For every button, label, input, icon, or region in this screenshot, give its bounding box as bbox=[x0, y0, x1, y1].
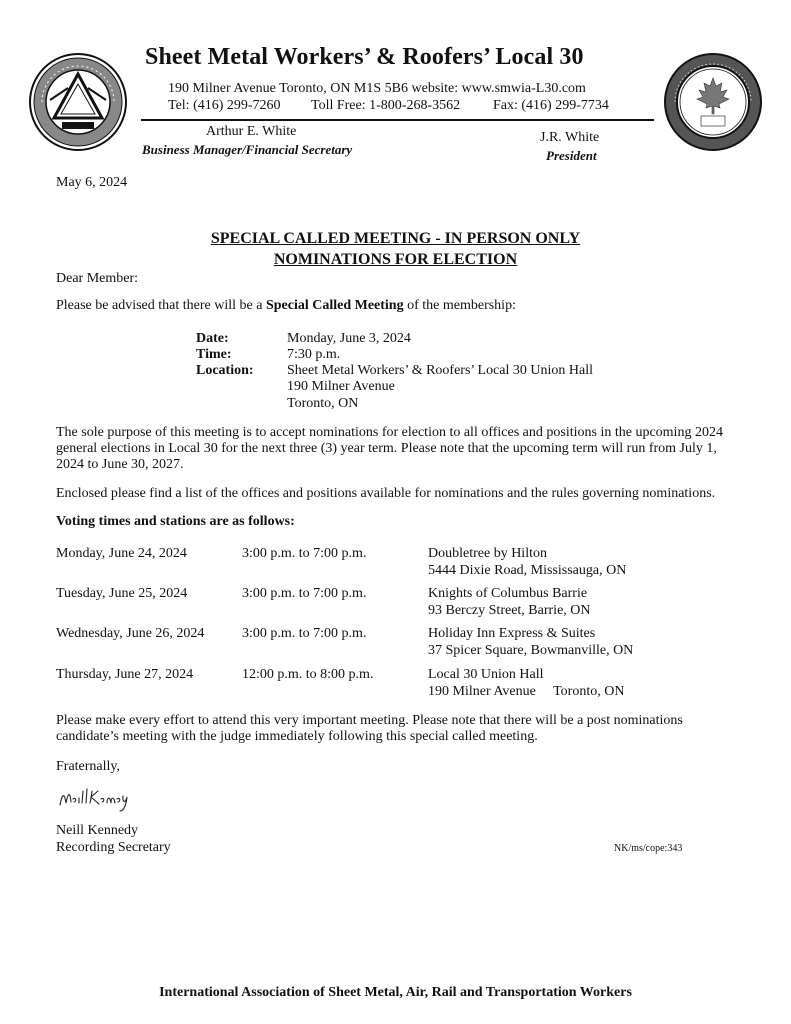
letter-date: May 6, 2024 bbox=[56, 175, 128, 190]
voting-hours: 12:00 p.m. to 8:00 p.m. bbox=[242, 667, 374, 682]
union-contact bbox=[168, 98, 609, 114]
footer-association: International Association of Sheet Metal, Air, Rail and Transportation Workers bbox=[159, 985, 632, 1000]
purpose-line: general elections in Local 30 for the next three (3) year term. Please note that the upcoming term will run from July 1, bbox=[56, 441, 717, 456]
intro-text-before: Please be advised that there will be a bbox=[56, 298, 266, 313]
intro-paragraph bbox=[56, 298, 516, 314]
voting-place: Local 30 Union Hall bbox=[428, 667, 544, 682]
voting-place: Doubletree by Hilton bbox=[428, 546, 547, 561]
intro-text-bold: Special Called Meeting bbox=[265, 298, 404, 313]
union-name: Sheet Metal Workers’ & Roofers’ Local 30 bbox=[145, 44, 584, 70]
time-label: Time: bbox=[196, 347, 232, 362]
location-line: Sheet Metal Workers’ & Roofers’ Local 30 Union Hall bbox=[287, 363, 594, 378]
voting-hours: 3:00 p.m. to 7:00 p.m. bbox=[242, 586, 367, 601]
union-address: 190 Milner Avenue Toronto, ON M1S 5B6 website: www.smwia-L30.com bbox=[168, 81, 586, 96]
purpose-line: 2024 to June 30, 2027. bbox=[56, 457, 184, 472]
handwritten-signature bbox=[58, 785, 142, 813]
voting-address: 190 Milner Avenue Toronto, ON bbox=[428, 684, 625, 699]
location-line: 190 Milner Avenue bbox=[287, 379, 395, 394]
manager-title: Business Manager/Financial Secretary bbox=[142, 142, 353, 157]
voting-day: Wednesday, June 26, 2024 bbox=[56, 626, 205, 641]
voting-address: 5444 Dixie Road, Mississauga, ON bbox=[428, 563, 627, 578]
president-name: J.R. White bbox=[540, 130, 600, 145]
signer-title: Recording Secretary bbox=[56, 840, 171, 855]
closing-line: Please make every effort to attend this very important meeting. Please note that there will be a post nominations bbox=[56, 713, 683, 728]
intro-text-after: of the membership: bbox=[403, 298, 516, 313]
fax: Fax: (416) 299-7734 bbox=[493, 98, 609, 113]
date-value: Monday, June 3, 2024 bbox=[287, 331, 411, 346]
enclosed-paragraph: Enclosed please find a list of the offices and positions available for nominations and the rules governing nominations. bbox=[56, 486, 716, 501]
international-association-seal bbox=[663, 52, 763, 152]
location-line: Toronto, ON bbox=[287, 396, 359, 411]
voting-heading: Voting times and stations are as follows: bbox=[56, 514, 295, 529]
voting-day: Thursday, June 27, 2024 bbox=[56, 667, 194, 682]
tel: Tel: (416) 299-7260 bbox=[168, 98, 281, 113]
president-title: President bbox=[546, 148, 597, 163]
local-30-logo bbox=[28, 52, 128, 152]
time-value: 7:30 p.m. bbox=[287, 347, 341, 362]
voting-day: Monday, June 24, 2024 bbox=[56, 546, 187, 561]
voting-hours: 3:00 p.m. to 7:00 p.m. bbox=[242, 546, 367, 561]
voting-address: 37 Spicer Square, Bowmanville, ON bbox=[428, 643, 634, 658]
title-line-2: NOMINATIONS FOR ELECTION bbox=[273, 251, 518, 268]
date-label: Date: bbox=[196, 331, 229, 346]
title-line-1: SPECIAL CALLED MEETING - IN PERSON ONLY bbox=[210, 230, 581, 247]
voting-place: Knights of Columbus Barrie bbox=[428, 586, 588, 601]
location-label: Location: bbox=[196, 363, 254, 378]
toll-free: Toll Free: 1-800-268-3562 bbox=[311, 98, 461, 113]
manager-name: Arthur E. White bbox=[206, 124, 297, 139]
voting-day: Tuesday, June 25, 2024 bbox=[56, 586, 188, 601]
voting-address: 93 Berczy Street, Barrie, ON bbox=[428, 603, 591, 618]
voting-hours: 3:00 p.m. to 7:00 p.m. bbox=[242, 626, 367, 641]
reference-code: NK/ms/cope:343 bbox=[614, 843, 683, 854]
closing-line: candidate’s meeting with the judge immediately following this special called meeting. bbox=[56, 729, 538, 744]
signer-name: Neill Kennedy bbox=[56, 823, 139, 838]
header-rule bbox=[141, 119, 654, 121]
voting-place: Holiday Inn Express & Suites bbox=[428, 626, 596, 641]
purpose-line: The sole purpose of this meeting is to accept nominations for election to all offices and positions in the upcoming 2024 bbox=[56, 425, 723, 440]
sign-off: Fraternally, bbox=[56, 759, 121, 774]
salutation: Dear Member: bbox=[56, 271, 139, 286]
